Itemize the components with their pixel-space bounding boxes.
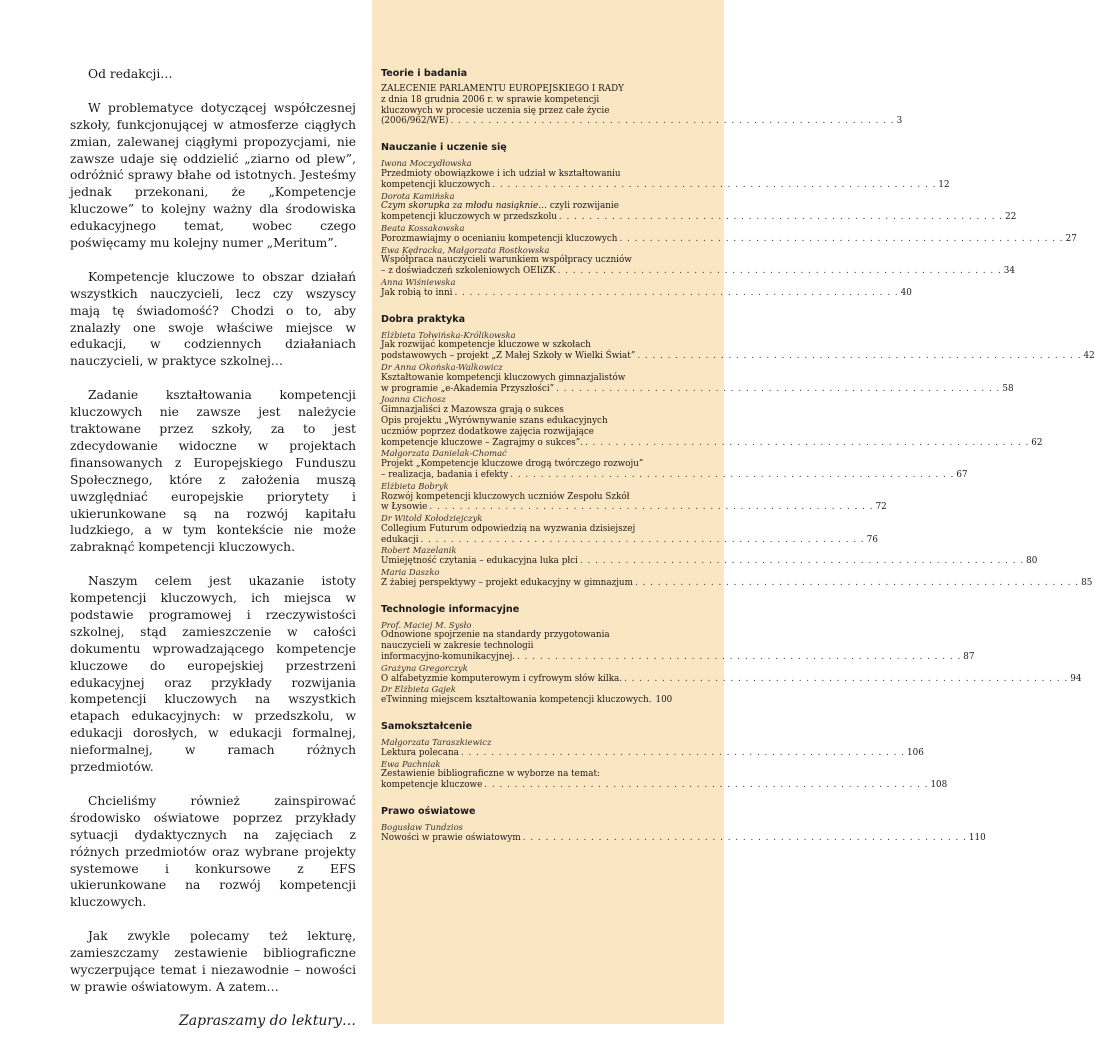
- dot-leader: . . . . . . . . . . . . . . . . . . . . . . . . . . . . . . . . . . . . . . . . . . . . . . . . . . . . . . . . . . .: [634, 577, 1080, 588]
- toc-entry-leader-line: [381, 502, 887, 513]
- toc-entry-page-number: 34: [1003, 266, 1015, 277]
- toc-section: [381, 68, 903, 127]
- toc-entry[interactable]: [381, 158, 950, 190]
- toc-entry-author: Maria Daszko: [381, 567, 440, 578]
- toc-entry[interactable]: [381, 567, 1093, 589]
- toc-entry-page-number: 72: [875, 502, 887, 513]
- toc-entry-title-line: Porozmawiajmy o ocenianiu kompetencji kluczowych: [381, 233, 618, 244]
- dot-leader: . . . . . . . . . . . . . . . . . . . . . . . . . . . . . . . . . . . . . . . . . . . . . . . . . . . . . . . . . . .: [522, 832, 967, 843]
- toc-entry-page-number: 40: [900, 287, 912, 298]
- toc-section: [381, 142, 1077, 298]
- toc-section-title: Technologie informacyjne: [381, 603, 520, 615]
- toc-section: [381, 603, 1082, 706]
- toc-entry-author: Robert Mazelanik: [381, 545, 457, 556]
- dot-leader: . . . . . . . . . . . . . . . . . . . . . . . . . . . . . . . . . . . . . . . . . . . . . . . . . . . . . . . . . . .: [454, 287, 899, 298]
- toc-entry-page-number: 22: [1005, 212, 1017, 223]
- toc-section-title: Nauczanie i uczenie się: [381, 142, 507, 154]
- editorial-paragraph: W problematyce dotyczącej współczesnej szkoły, funkcjonującej w atmosferze ciągłych zmian, zalewanej ciągłymi propozycjami, nie zawsze udaje się oddzielić „ziarno od plew”, odróżnić sprawy błahe od istotnych. Jesteśmy jednak przekonani, że „Kompetencje kluczowe” to kolejny ważny dla środowiska edukacyjnego temat, wobec czego poświęcamy mu kolejny numer „Meritum”.: [70, 100, 356, 251]
- toc-entry-author: Dorota Kamińska: [381, 190, 455, 201]
- toc-entry-leader-line: [381, 437, 1043, 449]
- toc-entry-author: Grażyna Gregorczyk: [381, 662, 468, 673]
- toc-entry-author: Dr Elżbieta Gajek: [381, 684, 456, 695]
- toc-entry-leader-line: [381, 351, 1095, 362]
- editorial-closing: Zapraszamy do lektury…: [179, 1012, 356, 1029]
- toc-entry-author: Anna Wiśniewska: [381, 276, 456, 287]
- editorial-paragraph: Jak zwykle polecamy też lekturę, zamieszczamy zestawienie bibliograficzne wyczerpujące temat i niezawodnie – nowości w prawie oświatowym. A zatem…: [70, 929, 356, 994]
- toc-entry-author: Beata Kossakowska: [381, 222, 465, 233]
- toc-entry-author: Ewa Pachniak: [381, 758, 441, 769]
- dot-leader: . . . . . . . . . . . . . . . . . . . . . . . . . . . . . . . . . . . . . . . . . . . . . . . . . . . . . . . . . . .: [556, 383, 1001, 394]
- dot-leader: . . . . . . . . . . . . . . . . . . . . . . . . . . . . . . . . . . . . . . . . . . . . . . . . . . . . . . . . . . .: [484, 780, 929, 791]
- toc-entry-title-line: w Łysowie: [381, 502, 428, 513]
- dot-leader: . . . . . . . . . . . . . . . . . . . . . . . . . . . . . . . . . . . . . . . . . . . . . . . . . . . . . . . . . . .: [619, 233, 1064, 244]
- toc-entry-leader-line: [381, 233, 1077, 245]
- toc-entry-leader-line: [381, 780, 948, 791]
- table-of-contents: [381, 68, 1095, 859]
- toc-entry-author: Małgorzata Danielak-Chomać: [381, 448, 507, 459]
- toc-entry-title-line: nauczycieli w zakresie technologii: [381, 641, 534, 652]
- toc-entry-leader-line: [381, 695, 671, 706]
- toc-entry-leader-line: [381, 652, 975, 663]
- toc-entry-leader-line: [381, 469, 968, 481]
- toc-entry-title-line: – realizacja, badania i efekty: [381, 469, 509, 480]
- toc-entry-page-number: 58: [1002, 383, 1014, 394]
- toc-entry-title-line: Opis projektu „Wyrównywanie szans edukacyjnych: [381, 415, 608, 426]
- toc-entry-title-line: kompetencje kluczowe: [381, 780, 483, 791]
- toc-entry-leader-line: [381, 266, 1015, 277]
- toc-entry-title-line: Czym skorupka za młodu nasiąknie… czyli rozwijanie: [381, 201, 619, 212]
- dot-leader: . . . . . . . . . . . . . . . . . . . . . . . . . . . . . . . . . . . . . . . . . . . . . . . . . . . . . . . . . . .: [637, 351, 1082, 362]
- toc-section: [381, 806, 986, 844]
- toc-entry-title-line: kluczowych w procesie uczenia się przez całe życie: [381, 105, 610, 116]
- toc-entry-title-line: informacyjno-komunikacyjnej.: [381, 652, 516, 663]
- toc-entry[interactable]: [381, 758, 948, 791]
- toc-entry-title-line: kompetencji kluczowych w przedszkolu: [381, 212, 557, 223]
- dot-leader: . . . . . . . . . . . . . . . . . . . . . . . . . . . . . . . . . . . . . . . . . . . . . . . . . . . . . . . . . . .: [429, 502, 874, 513]
- toc-entry-author: Prof. Maciej M. Sysło: [381, 619, 472, 630]
- toc-entry[interactable]: [381, 329, 1095, 362]
- toc-entry-leader-line: [381, 577, 1093, 589]
- toc-entry-title-line: Collegium Futurum odpowiedzią na wyzwania dzisiejszej: [381, 523, 636, 534]
- toc-section-title: Dobra praktyka: [381, 313, 466, 325]
- dot-leader: . . . . . . . . . . . . . . . . . . . . . . . . . . . . . . . . . . . . . . . . . . . . . . . . . . . . . . . . . . .: [579, 556, 1025, 567]
- editorial-paragraph: Chcieliśmy również zainspirować środowisko oświatowe poprzez przykłady sytuacji dydaktycznych na zajęciach z różnych przedmiotów oraz wybrane projekty systemowe i konkursowe z EFS ukierunkowane na rozwój kompetencji kluczowych.: [70, 793, 356, 910]
- toc-entry-title-line: Kształtowanie kompetencji kluczowych gimnazjalistów: [381, 372, 626, 383]
- toc-entry-page-number: 94: [1070, 673, 1082, 684]
- toc-entry-author: Elżbieta Tołwińska-Królikowska: [381, 329, 516, 340]
- toc-entry-page-number: 108: [930, 780, 948, 791]
- editorial-paragraph: Naszym celem jest ukazanie istoty kompetencji kluczowych, ich miejsca w podstawie programowej i rzeczywistości szkolnej, stąd zamieszczenie w całości dokumentu wprowadzającego kompetencje kluczowe do europejskiej przestrzeni edukacyjnej oraz przykłady rozwijania kompetencji kluczowych na wszystkich etapach edukacyjnych: w przedszkolu, w edukacji dorosłych, w edukacji formalnej, nieformalnej, w ramach różnych przedmiotów.: [70, 574, 356, 775]
- toc-entry[interactable]: [381, 545, 1038, 567]
- toc-entry-page-number: 27: [1065, 233, 1077, 244]
- toc-entry-leader-line: [381, 116, 903, 127]
- editorial-column: [0, 0, 372, 1029]
- toc-entry-title-line: (2006/962/WE): [381, 116, 449, 127]
- editorial-paragraph: Zadanie kształtowania kompetencji kluczowych nie zawsze jest należycie traktowane przez szkoły, za to jest zdecydowanie widoczne w projektach finansowanych z Europejskiego Funduszu Społecznego, które z założenia muszą uwzględniać europejskie priorytety i ukierunkowane są na rozwój kapitału ludzkiego, a w tym kontekście nie może zabraknąć kompetencji kluczowych.: [70, 388, 356, 555]
- dot-leader: . . . . . . . . . . . . . . . . . . . . . . . . . . . . . . . . . . . . . . . . . . . . . . . . . . . . . . . . . . .: [420, 534, 865, 545]
- toc-entry[interactable]: [381, 276, 912, 299]
- toc-entry-author: Bogusław Tundzios: [381, 822, 463, 833]
- toc-entry[interactable]: [381, 84, 903, 127]
- toc-entry-page-number: 106: [907, 747, 924, 758]
- toc-entry-author: Dr Witold Kołodziejczyk: [381, 513, 483, 524]
- toc-entry-title-line: edukacji: [381, 534, 419, 545]
- toc-entry-leader-line: [381, 287, 912, 299]
- toc-entry-leader-line: [381, 534, 878, 546]
- toc-entry-author: Joanna Cichosz: [381, 394, 446, 405]
- toc-entry-title-line: Jak robią to inni: [381, 287, 453, 298]
- toc-section-title: Samokształcenie: [381, 721, 473, 733]
- toc-entry-title-line: ZALECENIE PARLAMENTU EUROPEJSKIEGO I RADY: [381, 84, 624, 94]
- editorial-heading: Od redakcji…: [88, 67, 173, 81]
- toc-entry[interactable]: [381, 222, 1077, 245]
- toc-entry-author: Elżbieta Bobryk: [381, 480, 449, 491]
- toc-entry-title-line: podstawowych – projekt „Z Małej Szkoły w Wielki Świat”: [381, 351, 636, 362]
- toc-entry[interactable]: [381, 448, 968, 480]
- toc-entry-author: Dr Anna Okońska-Walkowicz: [381, 361, 503, 372]
- toc-entry-title-line: – z doświadczeń szkoleniowych OEIiZK: [381, 266, 556, 277]
- toc-entry-title-line: O alfabetyzmie komputerowym i cyfrowym słów kilka.: [381, 673, 623, 684]
- toc-entry-title-line: Z żabiej perspektywy – projekt edukacyjny w gimnazjum: [381, 577, 633, 588]
- toc-entry-page-number: 76: [866, 534, 878, 545]
- toc-entry-title-italic: Czym skorupka za młodu nasiąknie…: [381, 201, 548, 212]
- toc-entry-title-line: w programie „e-Akademia Przyszłości”: [381, 383, 555, 394]
- toc-entry-page-number: 3: [896, 116, 903, 127]
- toc-entry[interactable]: [381, 684, 671, 706]
- toc-entry-title-line: Lektura polecana: [381, 747, 459, 758]
- toc-entry[interactable]: [381, 822, 986, 844]
- toc-section: [381, 721, 948, 791]
- toc-entry-title-line: Zestawienie bibliograficzne w wyborze na temat:: [381, 769, 600, 780]
- toc-entry-title-line: kompetencje kluczowe – Zagrajmy o sukces”.: [381, 437, 584, 448]
- toc-entry-author: Małgorzata Taraszkiewicz: [381, 737, 492, 748]
- toc-entry[interactable]: [381, 244, 1015, 277]
- toc-entry-page-number: 100: [655, 695, 673, 706]
- toc-entry-page-number: 85: [1081, 577, 1093, 588]
- dot-leader: . . . . . . . . . . . . . . . . . . . . . . . . . . . . . . . . . . . . . . . . . . . . . . . . . . . . . . . . . . .: [558, 212, 1004, 223]
- toc-entry-page-number: 62: [1031, 437, 1043, 448]
- dot-leader: . . . . . . . . . . . . . . . . . . . . . . . . . . . . . . . . . . . . . . . . . . . . . . . . . . . . . . . . . . .: [585, 437, 1030, 448]
- toc-entry[interactable]: [381, 513, 878, 545]
- toc-entry-page-number: 110: [968, 832, 986, 843]
- toc-entry-title-line: kompetencji kluczowych: [381, 179, 491, 190]
- dot-leader: . . . . . . . . . . . . . . . . . . . . . . . . . . . . . . . . . . . . . . . . . . . . . . . . . . . . . . . . . . .: [624, 673, 1069, 684]
- toc-entry-title-line: z dnia 18 grudnia 2006 r. w sprawie kompetencji: [381, 94, 600, 105]
- toc-entry-leader-line: [381, 383, 1014, 395]
- toc-entry[interactable]: [381, 361, 1014, 394]
- dot-leader: . . . . . . . . . . . . . . . . . . . . . . . . . . . . . . . . . . . . . . . . . . . . . . . . . . . . . . . . . . .: [517, 652, 962, 663]
- dot-leader: . . . . . . . . . . . . . . . . . . . . . . . . . . . . . . . . . . . . . . . . . . . . . . . . . . . . . . . . . . .: [557, 266, 1002, 277]
- toc-entry-author: Ewa Kędracka, Małgorzata Rostkowska: [381, 244, 550, 255]
- toc-entry-page-number: 67: [956, 469, 968, 480]
- toc-entry-title-line: Projekt „Kompetencje kluczowe drogą twórczego rozwoju”: [381, 459, 644, 470]
- toc-entry-title-line: Umiejętność czytania – edukacyjna luka płci: [381, 556, 578, 567]
- dot-leader: . . . . . . . . . . . . . . . . . . . . . . . . . . . . . . . . . . . . . . . . . . . . . . . . . . . . . . . . . . .: [510, 469, 955, 480]
- toc-entry-author: Iwona Moczydłowska: [381, 158, 472, 169]
- toc-entry-leader-line: [381, 747, 924, 759]
- toc-entry-title-line: Odnowione spojrzenie na standardy przygotowania: [381, 630, 610, 641]
- dot-leader: . . . . . . . . . . . . . . . . . . . . . . . . . . . . . . . . . . . . . . . . . . . . . . . . . . . . . . . . . . .: [492, 179, 937, 190]
- dot-leader: . . . . . . . . . . . . . . . . . . . . . . . . . . . . . . . . . . . . . . . . . . . . . . . . . . . . . . . . . . .: [460, 747, 906, 758]
- toc-entry-leader-line: [381, 832, 986, 844]
- toc-entry[interactable]: [381, 394, 1043, 448]
- toc-entry-title-line: uczniów poprzez dodatkowe zajęcia rozwijające: [381, 426, 595, 437]
- toc-entry-title-line: Rozwój kompetencji kluczowych uczniów Zespołu Szkół: [381, 491, 630, 502]
- toc-entry-page-number: 87: [963, 652, 975, 663]
- toc-entry-title-line: Przedmioty obowiązkowe i ich udział w kształtowaniu: [381, 168, 621, 179]
- dot-leader: . . . . . . . . . . . . . . . . . . . . . . . . . . . . . . . . . . . . . . . . . . . . . . . . . . . . . . . . . . .: [450, 116, 895, 127]
- toc-section: [381, 313, 1095, 589]
- toc-entry-title-line: Gimnazjaliści z Mazowsza grają o sukces: [381, 405, 564, 416]
- toc-entry[interactable]: [381, 480, 887, 513]
- toc-entry[interactable]: [381, 190, 1017, 223]
- toc-entry-leader-line: [381, 212, 1017, 223]
- toc-entry-leader-line: [381, 673, 1082, 685]
- toc-section-title: Prawo oświatowe: [381, 806, 476, 818]
- toc-entry[interactable]: [381, 737, 924, 759]
- toc-entry-title-line: Współpraca nauczycieli warunkiem współpracy uczniów: [381, 255, 632, 266]
- toc-entry-page-number: 80: [1026, 556, 1038, 567]
- editorial-paragraph: Kompetencje kluczowe to obszar działań wszystkich nauczycieli, lecz czy wszyscy mają tę świadomość? Chodzi o to, aby znalazły one swoje właściwe miejsce w edukacji, w codziennych działaniach nauczycieli, w praktyce szkolnej…: [70, 269, 356, 369]
- toc-entry[interactable]: [381, 662, 1082, 685]
- toc-entry-title-line: Nowości w prawie oświatowym: [381, 832, 521, 843]
- toc-entry[interactable]: [381, 619, 975, 663]
- toc-entry-leader-line: [381, 179, 950, 191]
- toc-entry-title-line: eTwinning miejscem kształtowania kompetencji kluczowych.: [381, 695, 652, 706]
- toc-entry-page-number: 12: [938, 179, 950, 190]
- editorial-text: [70, 66, 356, 1046]
- toc-entry-page-number: 42: [1083, 351, 1095, 362]
- toc-entry-leader-line: [381, 556, 1038, 567]
- toc-entry-title-line: Jak rozwijać kompetencje kluczowe w szkołach: [381, 340, 591, 351]
- toc-section-title: Teorie i badania: [381, 68, 468, 79]
